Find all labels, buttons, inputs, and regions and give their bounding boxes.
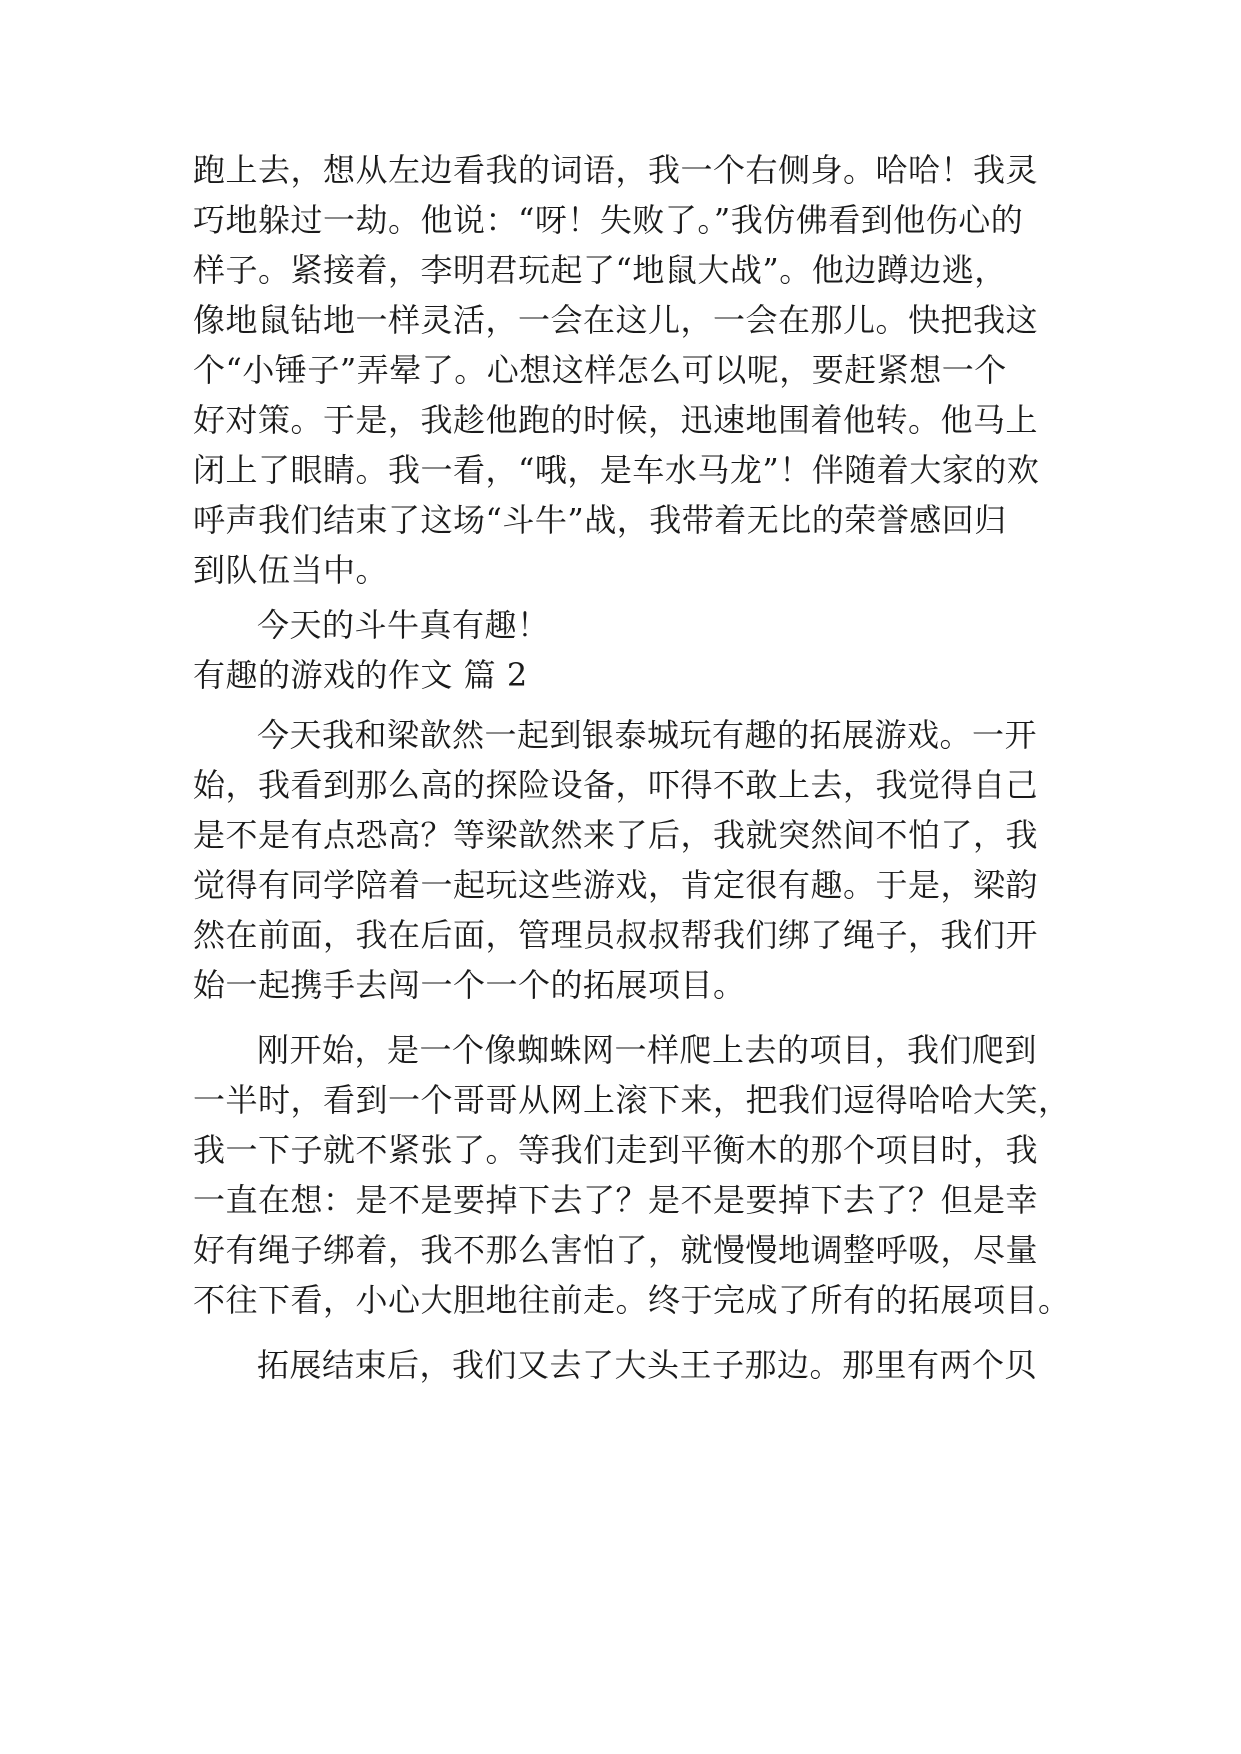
text-line: 闭上了眼睛。我一看，“哦，是车水马龙”！伴随着大家的欢 <box>193 451 1040 489</box>
text-line: 一直在想：是不是要掉下去了？是不是要掉下去了？但是幸 <box>193 1181 1039 1219</box>
text-line: 始一起携手去闯一个一个的拓展项目。 <box>193 966 746 1004</box>
text-line: 不往下看，小心大胆地往前走。终于完成了所有的拓展项目。 <box>193 1281 1071 1319</box>
text-line: 好对策。于是，我趁他跑的时候，迅速地围着他转。他马上 <box>193 401 1039 439</box>
text-line: 跑上去，想从左边看我的词语，我一个右侧身。哈哈！我灵 <box>193 151 1039 189</box>
text-line: 始，我看到那么高的探险设备，吓得不敢上去，我觉得自己 <box>193 766 1039 804</box>
text-line: 觉得有同学陪着一起玩这些游戏，肯定很有趣。于是，梁韵 <box>193 866 1039 904</box>
text-line: 然在前面，我在后面，管理员叔叔帮我们绑了绳子，我们开 <box>193 916 1039 954</box>
text-line: 到队伍当中。 <box>193 551 389 589</box>
text-line: 呼声我们结束了这场“斗牛”战，我带着无比的荣誉感回归 <box>193 501 1007 539</box>
text-line: 好有绳子绑着，我不那么害怕了，就慢慢地调整呼吸，尽量 <box>193 1231 1039 1269</box>
text-line: 巧地躲过一劫。他说：“呀！失败了。”我仿佛看到他伤心的 <box>193 201 1024 239</box>
text-line: 样子。紧接着，李明君玩起了“地鼠大战”。他边蹲边逃， <box>193 251 1007 289</box>
text-line: 刚开始，是一个像蜘蛛网一样爬上去的项目，我们爬到 <box>257 1031 1038 1069</box>
text-line: 拓展结束后，我们又去了大头王子那边。那里有两个贝 <box>257 1346 1038 1384</box>
text-line: 是不是有点恐高？等梁歆然来了后，我就突然间不怕了，我 <box>193 816 1039 854</box>
text-line: 像地鼠钻地一样灵活，一会在这儿，一会在那儿。快把我这 <box>193 301 1039 339</box>
text-line: 个“小锤子”弄晕了。心想这样怎么可以呢，要赶紧想一个 <box>193 351 1007 389</box>
text-line: 今天我和梁歆然一起到银泰城玩有趣的拓展游戏。一开 <box>257 716 1038 754</box>
section-heading: 有趣的游戏的作文 篇 2 <box>193 656 528 694</box>
text-line: 今天的斗牛真有趣！ <box>257 606 550 644</box>
text-line: 一半时，看到一个哥哥从网上滚下来，把我们逗得哈哈大笑， <box>193 1081 1071 1119</box>
text-line: 我一下子就不紧张了。等我们走到平衡木的那个项目时，我 <box>193 1131 1039 1169</box>
